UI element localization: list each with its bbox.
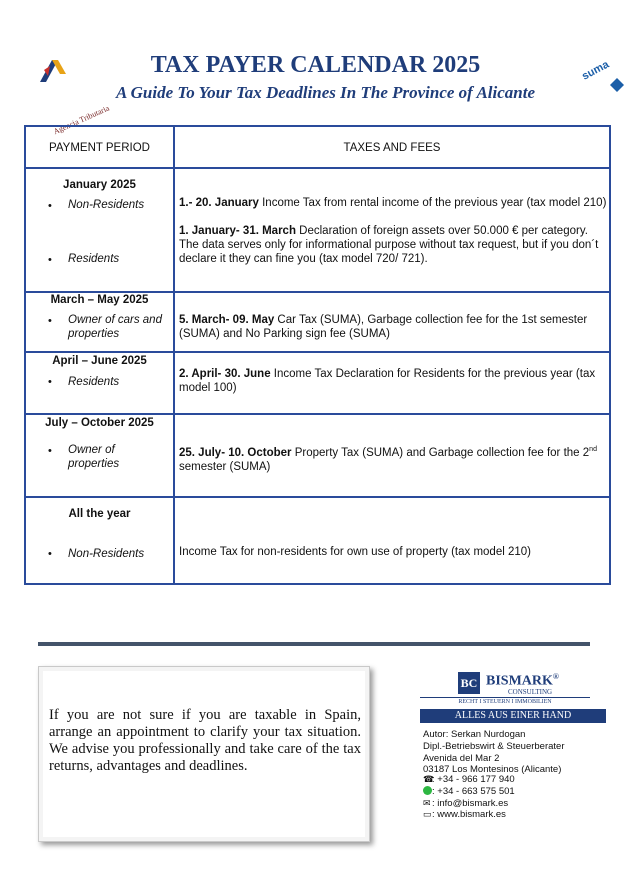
suma-diamond-icon	[610, 78, 624, 92]
website-link[interactable]: : www.bismark.es	[432, 809, 506, 820]
tax-item-superscript: nd	[589, 446, 597, 453]
taxpayer-group: Non-Residents	[68, 199, 145, 211]
whatsapp-number[interactable]: : +34 - 663 575 501	[432, 786, 515, 797]
phone-icon: ☎	[423, 774, 435, 784]
period-label: July – October 2025	[45, 417, 154, 429]
bullet-icon: •	[48, 445, 52, 457]
tax-item-date: 1. January- 31. March	[179, 225, 296, 237]
period-label: April – June 2025	[52, 355, 147, 367]
period-label: All the year	[68, 508, 131, 520]
tax-item-text: Income Tax from rental income of the previous year (tax model 210)	[258, 197, 607, 209]
period-label: January 2025	[63, 179, 136, 191]
tax-item-date: 25. July- 10. October	[179, 446, 292, 459]
web-icon: ▭	[423, 809, 432, 819]
author-title: Dipl.-Betriebswirt & Steuerberater	[423, 741, 565, 752]
email-link[interactable]: : info@bismark.es	[432, 798, 509, 809]
company-name-text: BISMARK	[486, 673, 553, 689]
tax-item	[179, 443, 609, 474]
company-name	[486, 672, 559, 690]
column-divider	[173, 127, 175, 583]
tax-item	[179, 196, 607, 210]
bullet-icon: •	[48, 548, 52, 560]
tax-item-date: 1.- 20. January	[179, 197, 259, 209]
column-header-taxes: TAXES AND FEES	[343, 142, 441, 154]
suma-logo-text: suma	[580, 58, 612, 83]
address-street: Avenida del Mar 2	[423, 753, 500, 764]
registered-mark: ®	[552, 672, 559, 681]
row-divider	[26, 413, 609, 415]
tax-item-text: semester (SUMA)	[179, 460, 271, 473]
whatsapp-icon	[423, 786, 432, 795]
bullet-icon: •	[48, 315, 52, 327]
bismark-mark-icon: BC	[458, 672, 480, 694]
tax-item-text: Car Tax (SUMA), Garbage collection fee for the 1st semester (SUMA) and No Parking sign fee (SUMA)	[179, 314, 588, 340]
author-line: Autor: Serkan Nurdogan	[423, 729, 526, 740]
column-header-period: PAYMENT PERIOD	[49, 142, 150, 154]
tax-item-date: 2. April- 30. June	[179, 368, 271, 380]
taxpayer-group: Non-Residents	[68, 548, 145, 560]
header-divider	[26, 167, 609, 169]
bullet-icon: •	[48, 254, 52, 266]
taxpayer-group: Owner of properties	[68, 444, 120, 470]
tax-item	[179, 367, 609, 395]
email-icon: ✉	[423, 798, 431, 808]
tax-item-text: Income Tax for non-residents for own use of property (tax model 210)	[179, 546, 531, 558]
taxpayer-group: Owner of cars and properties	[68, 314, 162, 340]
period-label: March – May 2025	[50, 294, 149, 306]
tax-item-text: Property Tax (SUMA) and Garbage collection fee for the 2	[291, 446, 590, 459]
tax-item-date: 5. March- 09. May	[179, 314, 275, 326]
section-separator	[38, 642, 590, 646]
company-consulting: CONSULTING	[508, 688, 553, 696]
advice-text: If you are not sure if you are taxable in Spain, arrange an appointment to clarify your tax situation. We advise you professionally and take care of the tax returns, advantages and deadlines.	[49, 707, 361, 774]
tax-item-text: Declaration of foreign assets over 50.000 € per category. The data serves only for informational purpose without tax request, but if you don´t declare it they can fine you (tax model 720/ 721).	[179, 225, 599, 265]
page-title: TAX PAYER CALENDAR 2025	[150, 52, 481, 78]
bullet-icon: •	[48, 376, 52, 388]
tax-item	[179, 545, 609, 559]
tax-item	[179, 224, 609, 266]
taxpayer-group: Residents	[68, 253, 120, 265]
company-tagline: RECHT I STEUERN I IMMOBILIEN	[420, 697, 590, 705]
agencia-tributaria-text: Agencia Tributaria	[52, 103, 111, 137]
row-divider	[26, 496, 609, 498]
phone-number[interactable]: : +34 - 966 177 940	[432, 774, 515, 785]
address-city: 03187 Los Montesinos (Alicante)	[423, 764, 562, 775]
advice-box	[38, 666, 370, 842]
company-slogan: ALLES AUS EINER HAND	[420, 709, 606, 723]
tax-item-text: Income Tax Declaration for Residents for the previous year (tax model 100)	[179, 368, 596, 394]
page-subtitle: A Guide To Your Tax Deadlines In The Province of Alicante	[115, 83, 536, 102]
taxpayer-group: Residents	[68, 376, 120, 388]
row-divider	[26, 351, 609, 353]
suma-logo	[580, 58, 624, 98]
tax-calendar-table	[24, 125, 611, 585]
bullet-icon: •	[48, 200, 52, 212]
tax-item	[179, 313, 609, 341]
